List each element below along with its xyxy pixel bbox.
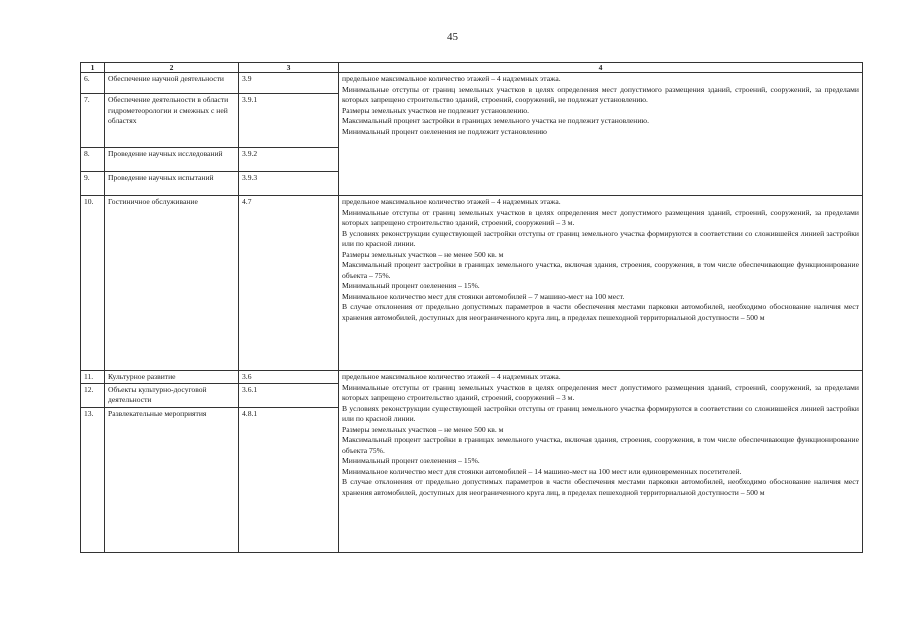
activity-code: 3.6 xyxy=(239,371,339,384)
row-number: 6. xyxy=(81,73,105,94)
reg-paragraph: В случае отклонения от предельно допустимых параметров в части обеспечения местами парковки автомобилей, необходимо обоснование наличия мест хранения автомобилей, доступных для неограниченного круга лиц, в пределах пешеходной территориальной доступности – 500 м xyxy=(342,302,859,322)
regulations-cell xyxy=(339,73,863,196)
activity-name: Проведение научных испытаний xyxy=(105,172,239,196)
reg-paragraph: предельное максимальное количество этажей – 4 надземных этажа. xyxy=(342,74,561,83)
activity-name: Обеспечение деятельности в области гидрометеорологии и смежных с ней областях xyxy=(105,94,239,148)
row-number: 7. xyxy=(81,94,105,148)
reg-paragraph: Минимальное количество мест для стоянки автомобилей – 14 машино-мест на 100 мест или единовременных посетителей. xyxy=(342,466,742,476)
row-number: 8. xyxy=(81,148,105,172)
row-number: 9. xyxy=(81,172,105,196)
column-header-4: 4 xyxy=(339,63,863,73)
reg-paragraph: В условиях реконструкции существующей застройки отступы от границ земельного участка формируются в соответствии со сложившейся линией застройки или по красной линии. xyxy=(342,403,859,423)
table-row xyxy=(81,73,863,94)
column-header-2: 2 xyxy=(105,63,239,73)
reg-paragraph: Максимальный процент застройки в границах земельного участка не подлежит установлению. xyxy=(342,116,649,125)
reg-paragraph: Максимальный процент застройки в границах земельного участка, включая здания, строения, сооружения, в том числе обеспечивающие функционирование объекта 75%. xyxy=(342,435,859,455)
reg-paragraph: Минимальные отступы от границ земельных участков в целях определения мест допустимого размещения зданий, строений, сооружений, за пределами которых запрещено строительство зданий, строений, сооружений – 3 м. xyxy=(342,207,859,227)
reg-paragraph: Размеры земельных участков не подлежит установлению. xyxy=(342,105,530,115)
column-header-1: 1 xyxy=(81,63,105,73)
reg-paragraph: В условиях реконструкции существующей застройки отступы от границ земельного участка формируются в соответствии со сложившейся линией застройки или по красной линии. xyxy=(342,228,859,248)
reg-paragraph: предельное максимальное количество этажей – 4 надземных этажа. xyxy=(342,372,561,381)
activity-code: 3.9.2 xyxy=(239,148,339,172)
activity-name: Культурное развитие xyxy=(105,371,239,384)
activity-code: 3.9.1 xyxy=(239,94,339,148)
reg-paragraph: Размеры земельных участков – не менее 500 кв. м xyxy=(342,424,504,434)
activity-name: Развлекательные мероприятия xyxy=(105,407,239,552)
reg-paragraph: Минимальный процент озеленения не подлежит установлению xyxy=(342,126,547,136)
table-row xyxy=(81,371,863,384)
reg-paragraph: В случае отклонения от предельно допустимых параметров в части обеспечения местами парковки автомобилей, необходимо обоснование наличия мест хранения автомобилей, доступных для неограниченного круга лиц, в пределах пешеходной территориальной доступности – 500 м xyxy=(342,477,859,497)
activity-name: Обеспечение научной деятельности xyxy=(105,73,239,94)
reg-paragraph: Максимальный процент застройки в границах земельного участка, включая здания, строения, сооружения, в том числе обеспечивающие функционирование объекта – 75%. xyxy=(342,260,859,280)
activity-name: Проведение научных исследований xyxy=(105,148,239,172)
reg-paragraph: Минимальные отступы от границ земельных участков в целях определения мест допустимого размещения зданий, строений, сооружений, за пределами которых запрещено строительство зданий, строений, сооружений, не подлежат установлению. xyxy=(342,84,859,104)
row-number: 12. xyxy=(81,383,105,407)
reg-paragraph: Размеры земельных участков – не менее 500 кв. м xyxy=(342,249,504,259)
activity-code: 3.6.1 xyxy=(239,383,339,407)
table-row xyxy=(81,196,863,371)
activity-code: 4.7 xyxy=(239,196,339,371)
reg-paragraph: Минимальное количество мест для стоянки автомобилей – 7 машино-мест на 100 мест. xyxy=(342,291,625,301)
column-header-3: 3 xyxy=(239,63,339,73)
reg-paragraph: Минимальный процент озеленения – 15%. xyxy=(342,281,480,290)
header-row xyxy=(81,63,863,73)
page-number: 45 xyxy=(447,31,458,43)
reg-paragraph: Минимальные отступы от границ земельных участков в целях определения мест допустимого размещения зданий, строений, сооружений, за пределами которых запрещено строительство зданий, строений, сооружений – 3 м. xyxy=(342,382,859,402)
activity-name: Гостиничное обслуживание xyxy=(105,196,239,371)
activity-name: Объекты культурно-досуговой деятельности xyxy=(105,383,239,407)
regulations-table xyxy=(80,62,863,553)
row-number: 10. xyxy=(81,196,105,371)
activity-code: 3.9.3 xyxy=(239,172,339,196)
row-number: 11. xyxy=(81,371,105,384)
regulations-cell xyxy=(339,196,863,371)
reg-paragraph: Минимальный процент озеленения – 15%. xyxy=(342,456,480,465)
activity-code: 4.8.1 xyxy=(239,407,339,552)
activity-code: 3.9 xyxy=(239,73,339,94)
row-number: 13. xyxy=(81,407,105,552)
regulations-cell xyxy=(339,371,863,553)
reg-paragraph: предельное максимальное количество этажей – 4 надземных этажа. xyxy=(342,197,561,206)
